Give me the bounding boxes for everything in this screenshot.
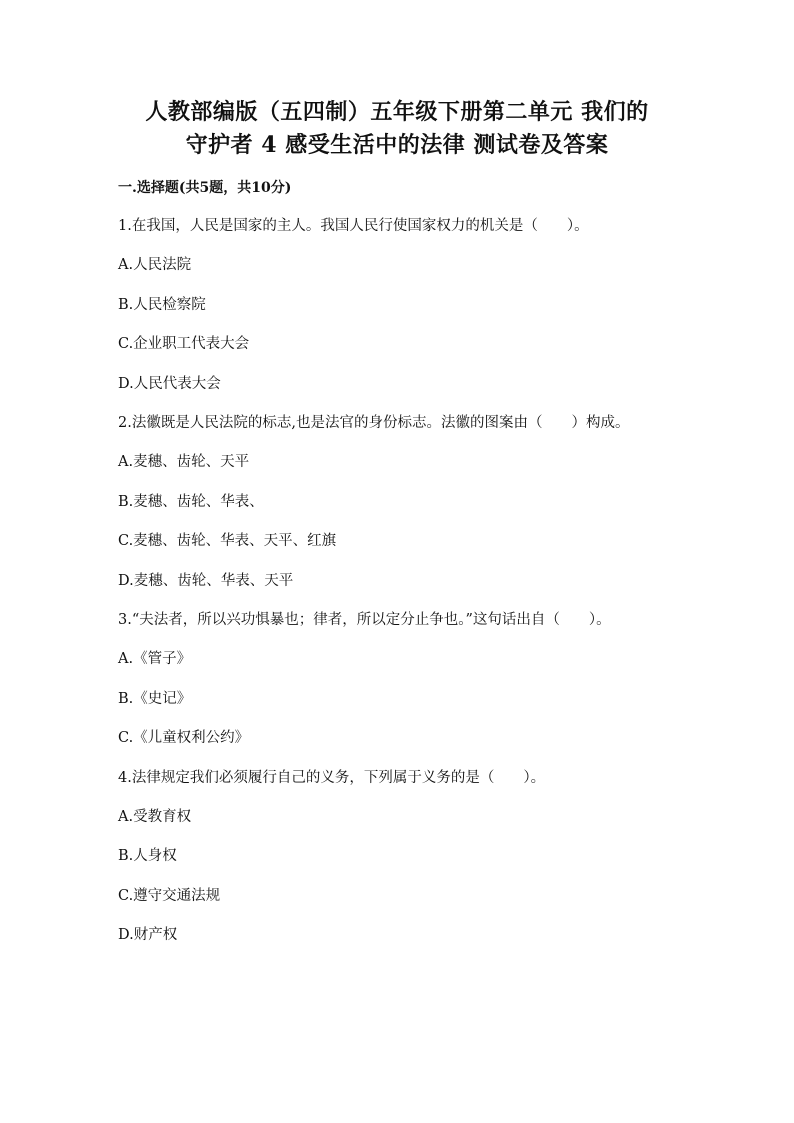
question-stem: 2.法徽既是人民法院的标志,也是法官的身份标志。法徽的图案由（ ）构成。 xyxy=(118,415,630,431)
title-line-1: 人教部编版（五四制）五年级下册第二单元 我们的 xyxy=(145,99,649,125)
question-stem: 3.“夫法者，所以兴功惧暴也；律者，所以定分止争也。”这句话出自（ ）。 xyxy=(118,612,611,628)
option-a: A.麦穗、齿轮、天平 xyxy=(118,454,250,470)
question-1 xyxy=(118,216,678,395)
option-a: A.受教育权 xyxy=(118,808,192,825)
option-b: B.麦穗、齿轮、华表、 xyxy=(118,493,264,510)
section-heading: 一.选择题(共5题，共10分) xyxy=(118,180,292,196)
option-c: C.企业职工代表大会 xyxy=(118,336,250,352)
title-line-2: 守护者 4 感受生活中的法律 测试卷及答案 xyxy=(185,132,609,158)
option-c: C.《儿童权利公约》 xyxy=(118,730,250,746)
option-b: B.人身权 xyxy=(118,848,177,864)
option-a: A.《管子》 xyxy=(118,651,192,667)
question-3 xyxy=(118,610,678,749)
option-c: C.遵守交通法规 xyxy=(118,887,221,904)
option-a: A.人民法院 xyxy=(118,257,192,273)
option-d: D.人民代表大会 xyxy=(118,375,221,392)
option-c: C.麦穗、齿轮、华表、天平、红旗 xyxy=(118,533,337,549)
question-stem: 4.法律规定我们必须履行自己的义务，下列属于义务的是（ ）。 xyxy=(118,769,546,786)
question-stem: 1.在我国，人民是国家的主人。我国人民行使国家权力的机关是（ ）。 xyxy=(118,218,589,234)
question-list xyxy=(118,216,678,965)
option-d: D.麦穗、齿轮、华表、天平 xyxy=(118,572,294,589)
option-b: B.人民检察院 xyxy=(118,296,206,313)
page-title xyxy=(100,96,694,162)
option-d: D.财产权 xyxy=(118,927,178,943)
question-4 xyxy=(118,768,678,947)
option-b: B.《史记》 xyxy=(118,690,192,707)
question-2 xyxy=(118,413,678,592)
